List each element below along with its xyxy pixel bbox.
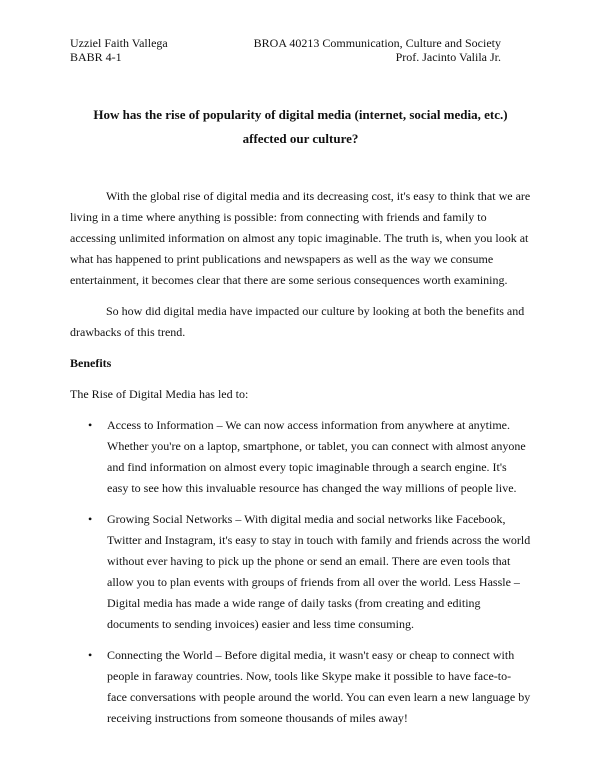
author-name: Uzziel Faith Vallega (70, 36, 168, 50)
section-heading-benefits: Benefits (70, 356, 112, 370)
bullet-icon: • (88, 512, 93, 526)
list-item-text: Connecting the World – Before digital media, it wasn't easy or cheap to connect with people in faraway countries. Now, tools like Skype make it possible to have face-to-face conversations with people around the world. You can even learn a new language by receiving instructions from someone thousands of miles away! (107, 648, 531, 725)
header-row-1 (70, 36, 501, 50)
list-item (88, 415, 531, 499)
benefits-list (88, 415, 531, 729)
list-item (88, 645, 531, 729)
class-section: BABR 4-1 (70, 50, 122, 64)
benefits-list-wrapper (88, 415, 531, 729)
bullet-icon: • (88, 648, 93, 662)
page-header (70, 36, 501, 64)
list-item-text: Growing Social Networks – With digital media and social networks like Facebook, Twitter and Instagram, it's easy to stay in touch with family and friends across the world without ever having to pick up the phone or send an email. There are even tools that allow you to plan events with groups of friends from all over the world. Less Hassle – Digital media has made a wide range of daily tasks (from creating and editing documents to sending invoices) easier and less time consuming. (107, 512, 531, 631)
bullet-icon: • (88, 418, 93, 432)
course-name: BROA 40213 Communication, Culture and Society (253, 36, 501, 50)
benefits-lead: The Rise of Digital Media has led to: (70, 387, 249, 401)
intro-paragraph: So how did digital media have impacted our culture by looking at both the benefits and drawbacks of this trend. (70, 304, 525, 339)
professor-name: Prof. Jacinto Valila Jr. (395, 50, 501, 64)
list-item-text: Access to Information – We can now access information from anywhere at anytime. Whether you're on a laptop, smartphone, or tablet, you can connect with almost anyone and find information on almost every topic imaginable through a search engine. It's easy to see how this invaluable resource has changed the way millions of people live. (107, 418, 526, 495)
document-body (70, 186, 531, 729)
list-item (88, 509, 531, 635)
document-title: How has the rise of popularity of digital media (internet, social media, etc.) affected our culture? (93, 107, 508, 146)
intro-paragraph: With the global rise of digital media and its decreasing cost, it's easy to think that we are living in a time where anything is possible: from connecting with friends and family to accessing unlimited information on almost any topic imaginable. The truth is, when you look at what has happened to print publications and newspapers as well as the way we consume entertainment, it becomes clear that there are some serious consequences worth examining. (70, 189, 531, 287)
header-row-2 (70, 50, 501, 64)
